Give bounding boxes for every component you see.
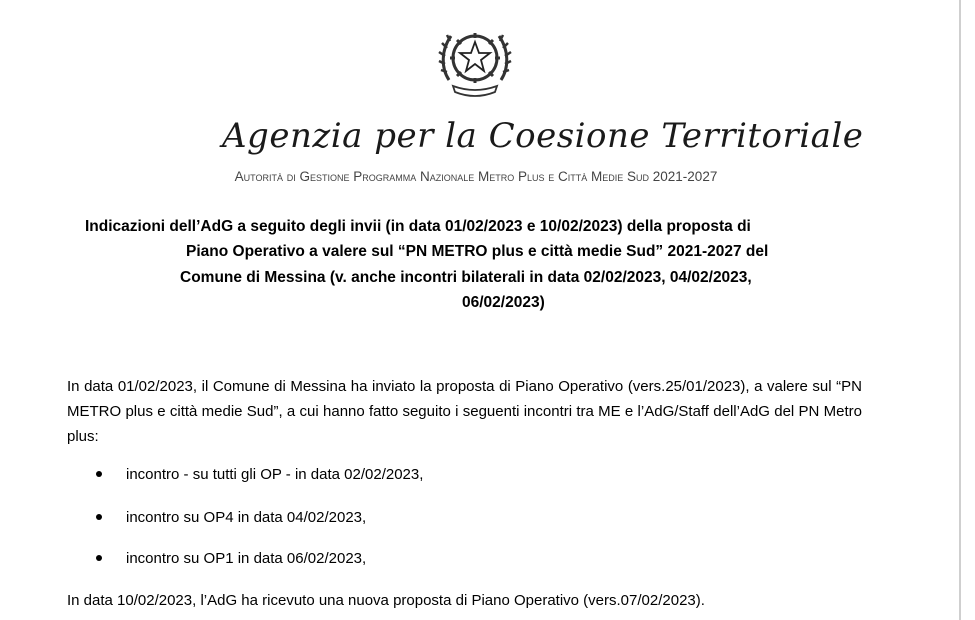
list-item-text: incontro su OP1 in data 06/02/2023,: [126, 550, 367, 567]
document-heading-line-1: Indicazioni dell’AdG a seguito degli invii (in data 01/02/2023 e 10/02/2023) della proposta di: [85, 218, 751, 235]
authority-line: Autorità di Gestione Programma Nazionale Metro Plus e Città Medie Sud 2021-2027: [234, 169, 718, 184]
bullet-icon: [96, 514, 102, 520]
list-item-text: incontro su OP4 in data 04/02/2023,: [126, 509, 367, 526]
page-edge: [959, 0, 961, 620]
bullet-icon: [96, 555, 102, 561]
paragraph-intro: In data 01/02/2023, il Comune di Messina ha inviato la proposta di Piano Operativo (vers.25/01/2023), a valere sul “PN METRO plus e città medie Sud”, a cui hanno fatto seguito i seguenti incontri tra ME e l’AdG/Staff dell’AdG del PN Metro plus:: [67, 378, 862, 445]
list-item: [96, 509, 366, 526]
bullet-icon: [96, 471, 102, 477]
list-item: [96, 550, 366, 567]
list-item: [96, 466, 423, 483]
paragraph-new-proposal: In data 10/02/2023, l’AdG ha ricevuto una nuova proposta di Piano Operativo (vers.07/02/2023).: [67, 592, 705, 609]
agency-name: Agenzia per la Coesione Territoriale: [222, 116, 864, 156]
document-heading-line-3: Comune di Messina (v. anche incontri bilaterali in data 02/02/2023, 04/02/2023,: [180, 269, 752, 286]
document-heading-line-4: 06/02/2023): [462, 294, 545, 311]
list-item-text: incontro - su tutti gli OP - in data 02/02/2023,: [126, 466, 424, 483]
italian-republic-emblem-icon: [433, 20, 517, 102]
document-heading-line-2: Piano Operativo a valere sul “PN METRO plus e città medie Sud” 2021-2027 del: [186, 243, 769, 260]
